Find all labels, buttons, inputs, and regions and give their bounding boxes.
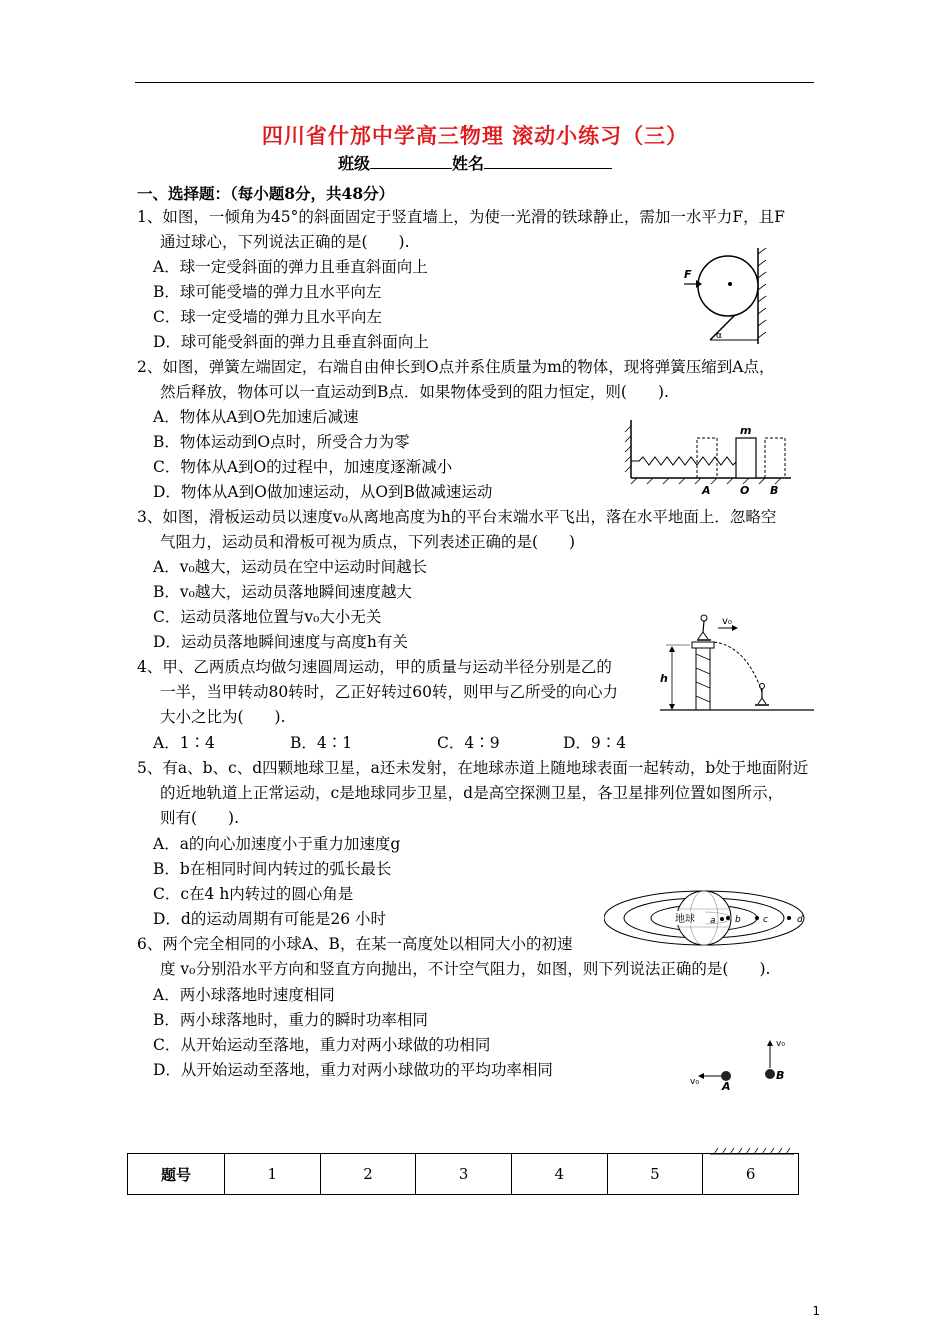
q5-option-d[interactable]: D．d的运动周期有可能是26 小时	[153, 910, 387, 928]
figure-spring-mass	[623, 416, 793, 498]
fig5-sat-b: b	[735, 915, 741, 925]
q1-stem-line1: 1、如图，一倾角为45°的斜面固定于竖直墙上，为使一光滑的铁球静止，需加一水平力F，且F	[137, 208, 785, 226]
answer-col-6: 6	[703, 1154, 799, 1195]
q1-option-d[interactable]: D．球可能受斜面的弹力且垂直斜面向上	[153, 333, 429, 351]
q3-option-d[interactable]: D．运动员落地瞬间速度与高度h有关	[153, 633, 408, 651]
fig2-point-a: A	[702, 484, 711, 497]
q2-option-b[interactable]: B．物体运动到O点时，所受合力为零	[153, 433, 410, 451]
fig6-ball-b: B	[776, 1069, 785, 1082]
class-label: 班级	[337, 154, 370, 173]
answer-col-2: 2	[320, 1154, 416, 1195]
answer-col-3: 3	[416, 1154, 512, 1195]
q5-stem-line2: 的近地轨道上正常运动，c是地球同步卫星，d是高空探测卫星，各卫星排列位置如图所示，	[160, 784, 784, 802]
q5-stem-line3: 则有( ).	[160, 809, 240, 827]
q1-stem-line2: 通过球心，下列说法正确的是( ).	[160, 233, 410, 251]
q6-option-b[interactable]: B．两小球落地时，重力的瞬时功率相同	[153, 1011, 428, 1029]
q3-stem-line2: 气阻力，运动员和滑板可视为质点，下列表述正确的是( )	[160, 533, 576, 551]
q4-option-c[interactable]: C．4∶9	[437, 734, 500, 752]
q3-stem-line1: 3、如图，滑板运动员以速度v₀从离地高度为h的平台末端水平飞出，落在水平地面上．忽略空	[137, 508, 777, 526]
fig1-force-label: F	[684, 268, 692, 281]
fig5-earth-label: 地球	[675, 914, 695, 925]
answer-table	[127, 1153, 799, 1195]
q2-stem-line2: 然后释放，物体可以一直运动到B点．如果物体受到的阻力恒定，则( ).	[160, 383, 669, 401]
fig2-mass-label: m	[740, 424, 752, 437]
q1-option-c[interactable]: C．球一定受墙的弹力且水平向左	[153, 308, 382, 326]
student-info-line	[0, 151, 950, 174]
q5-option-c[interactable]: C．c在4 h内转过的圆心角是	[153, 885, 354, 903]
q5-option-b[interactable]: B．b在相同时间内转过的弧长最长	[153, 860, 392, 878]
fig5-sat-a: a	[710, 916, 716, 926]
fig3-velocity-label: v₀	[722, 616, 732, 627]
name-blank[interactable]	[484, 152, 612, 169]
q3-option-c[interactable]: C．运动员落地位置与v₀大小无关	[153, 608, 382, 626]
fig1-angle-label: α	[716, 331, 722, 341]
q4-option-a[interactable]: A．1∶4	[153, 734, 215, 752]
answer-col-5: 5	[607, 1154, 703, 1195]
page-title: 四川省什邡中学高三物理 滚动小练习（三）	[261, 123, 689, 148]
q6-option-d[interactable]: D．从开始运动至落地，重力对两小球做功的平均功率相同	[153, 1061, 553, 1079]
answer-table-row	[128, 1154, 799, 1195]
q2-stem-line1: 2、如图，弹簧左端固定，右端自由伸长到O点并系住质量为m的物体，现将弹簧压缩到A点，	[137, 358, 775, 376]
fig6-ball-a: A	[722, 1080, 731, 1093]
fig2-point-o: O	[740, 484, 750, 497]
q1-option-a[interactable]: A．球一定受斜面的弹力且垂直斜面向上	[153, 258, 428, 276]
fig5-sat-d: d	[797, 915, 803, 925]
section-heading: 一、选择题：（每小题8分，共48分）	[137, 184, 395, 203]
fig2-point-b: B	[770, 484, 779, 497]
answer-col-4: 4	[511, 1154, 607, 1195]
fig6-velocity-v: v₀	[776, 1039, 785, 1049]
q6-stem-line1: 6、两个完全相同的小球A、B，在某一高度处以相同大小的初速	[137, 935, 573, 953]
q1-option-b[interactable]: B．球可能受墙的弹力且水平向左	[153, 283, 382, 301]
q4-stem-line3: 大小之比为( ).	[160, 708, 286, 726]
answer-table-header: 题号	[128, 1154, 225, 1195]
q3-option-a[interactable]: A．v₀越大，运动员在空中运动时间越长	[153, 558, 428, 576]
figure-skateboarder	[658, 612, 818, 716]
q2-option-c[interactable]: C．物体从A到O的过程中，加速度逐渐减小	[153, 458, 453, 476]
page-number: 1	[812, 1304, 820, 1318]
name-label: 姓名	[452, 154, 485, 173]
q5-option-a[interactable]: A．a的向心加速度小于重力加速度g	[153, 835, 401, 853]
q4-option-d[interactable]: D．9∶4	[563, 734, 627, 752]
figure-two-balls	[684, 1032, 804, 1094]
class-blank[interactable]	[370, 152, 452, 169]
q2-option-a[interactable]: A．物体从A到O先加速后减速	[153, 408, 359, 426]
fig6-velocity-h: v₀	[690, 1077, 699, 1087]
figure-satellites	[604, 887, 814, 949]
q4-stem-line2: 一半，当甲转动80转时，乙正好转过60转，则甲与乙所受的向心力	[160, 683, 618, 701]
top-rule	[135, 82, 814, 83]
q5-stem-line1: 5、有a、b、c、d四颗地球卫星，a还未发射，在地球赤道上随地球表面一起转动，b处于地面附近	[137, 759, 809, 777]
q4-stem-line1: 4、甲、乙两质点均做匀速圆周运动，甲的质量与运动半径分别是乙的	[137, 658, 612, 676]
fig3-height-label: h	[660, 672, 668, 685]
q2-option-d[interactable]: D．物体从A到O做加速运动，从O到B做减速运动	[153, 483, 493, 501]
fig5-sat-c: c	[763, 915, 768, 925]
figure-ball-incline	[680, 244, 770, 350]
q6-option-a[interactable]: A．两小球落地时速度相同	[153, 986, 335, 1004]
q3-option-b[interactable]: B．v₀越大，运动员落地瞬间速度越大	[153, 583, 412, 601]
q4-option-b[interactable]: B．4∶1	[290, 734, 353, 752]
answer-col-1: 1	[225, 1154, 321, 1195]
q6-stem-line2: 度 v₀分别沿水平方向和竖直方向抛出，不计空气阻力，如图，则下列说法正确的是( ).	[160, 960, 771, 978]
q6-option-c[interactable]: C．从开始运动至落地，重力对两小球做的功相同	[153, 1036, 491, 1054]
